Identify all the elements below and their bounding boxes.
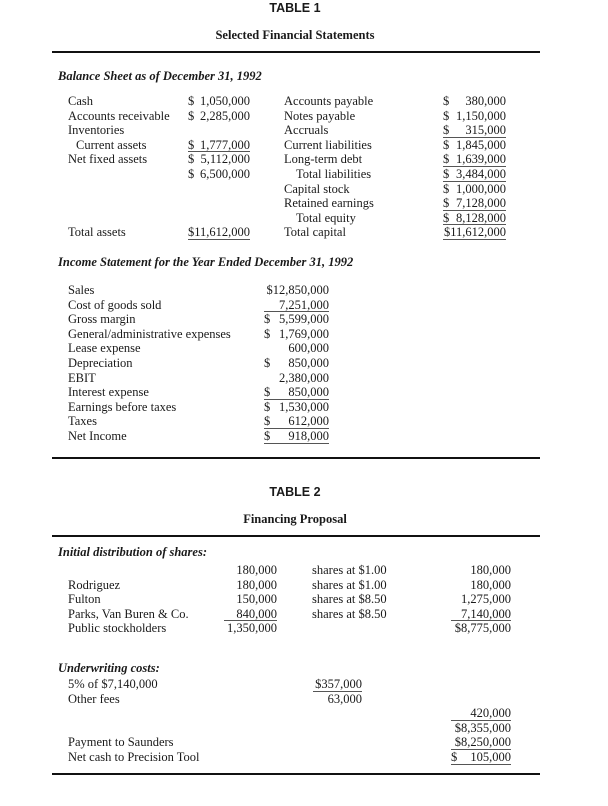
divider — [52, 51, 540, 53]
table-row — [0, 706, 608, 721]
table-row — [0, 312, 608, 327]
amount-value: 150,000 — [236, 592, 277, 607]
divider — [52, 457, 540, 459]
amount — [224, 621, 277, 635]
amount-value: 7,128,000 — [456, 196, 506, 211]
table-row — [0, 677, 608, 692]
table-row — [0, 429, 608, 444]
amount-value: 315,000 — [465, 123, 506, 138]
currency-symbol: $ — [188, 94, 195, 108]
row-label: Parks, Van Buren & Co. — [68, 606, 189, 621]
underwriting — [0, 677, 608, 765]
amount — [443, 109, 506, 123]
table-row — [0, 385, 608, 400]
amount — [264, 400, 329, 414]
table-row — [0, 400, 608, 415]
table-row — [0, 94, 608, 109]
currency-symbol: $ — [443, 152, 450, 167]
amount — [443, 167, 506, 182]
row-label: Public stockholders — [68, 621, 167, 636]
amount-value: 420,000 — [470, 706, 511, 721]
amount-value: 1,000,000 — [456, 181, 506, 196]
table-row — [0, 211, 608, 226]
amount — [264, 356, 329, 370]
row-label: Interest expense — [68, 385, 149, 400]
currency-symbol: $ — [188, 108, 195, 123]
row-label: Total assets — [68, 225, 126, 240]
row-label: Payment to Saunders — [68, 735, 174, 750]
amount-value: 840,000 — [236, 606, 277, 621]
amount — [451, 592, 511, 606]
row-label: Gross margin — [68, 312, 136, 327]
amount-value: 180,000 — [470, 563, 511, 577]
amount — [264, 371, 329, 385]
amount — [188, 94, 250, 108]
amount — [451, 578, 511, 592]
amount-value: 3,484,000 — [456, 166, 506, 181]
table-row — [0, 735, 608, 750]
row-label: Notes payable — [284, 108, 356, 123]
currency-symbol: $ — [264, 385, 271, 400]
amount-value: 1,845,000 — [456, 137, 506, 152]
row-label: General/administrative expenses — [68, 326, 231, 341]
table-row — [0, 607, 608, 622]
currency-symbol: $ — [264, 428, 271, 443]
amount — [451, 607, 511, 622]
amount — [443, 94, 506, 108]
row-label: Accounts payable — [284, 94, 374, 108]
amount — [264, 414, 329, 429]
table1-label: TABLE 1 — [269, 1, 321, 15]
row-label: Lease expense — [68, 341, 141, 356]
row-label: Capital stock — [284, 181, 350, 196]
row-label: Sales — [68, 283, 95, 297]
divider — [52, 773, 540, 775]
currency-symbol: $ — [188, 166, 195, 181]
table-row — [0, 327, 608, 342]
table-row — [0, 356, 608, 371]
amount — [313, 692, 362, 706]
amount-value: 8,128,000 — [456, 210, 506, 225]
amount-value: 180,000 — [236, 563, 277, 577]
amount-value: 1,350,000 — [227, 621, 277, 636]
table-row — [0, 414, 608, 429]
table-row — [0, 750, 608, 765]
amount — [188, 138, 250, 153]
table-row — [0, 692, 608, 707]
table-row — [0, 298, 608, 313]
row-label: Taxes — [68, 414, 97, 429]
amount — [451, 706, 511, 721]
table1-subtitle: Selected Financial Statements — [215, 28, 375, 42]
amount — [443, 123, 506, 138]
currency-symbol: $ — [264, 399, 271, 414]
row-label: Current assets — [76, 137, 147, 152]
currency-symbol: $ — [443, 108, 450, 123]
amount-value: 105,000 — [470, 749, 511, 764]
table-row — [0, 167, 608, 182]
row-label: Retained earnings — [284, 196, 374, 211]
amount-value: 1,777,000 — [200, 137, 250, 152]
row-label: Accruals — [284, 123, 329, 138]
row-label: Depreciation — [68, 355, 133, 370]
row-label: shares at $8.50 — [312, 592, 387, 607]
amount-value: 1,275,000 — [461, 592, 511, 607]
currency-symbol: $ — [443, 210, 450, 225]
row-label: Other fees — [68, 691, 120, 706]
currency-symbol: $ — [443, 181, 450, 196]
amount — [451, 750, 511, 765]
row-label: Earnings before taxes — [68, 399, 177, 414]
table-row — [0, 225, 608, 240]
amount — [188, 152, 250, 166]
table-row — [0, 182, 608, 197]
row-label: shares at $8.50 — [312, 606, 387, 621]
amount — [224, 592, 277, 606]
amount-value: 380,000 — [465, 94, 506, 108]
table-row — [0, 109, 608, 124]
amount — [264, 298, 329, 313]
income-statement — [0, 283, 608, 444]
amount — [443, 211, 506, 226]
amount — [451, 721, 511, 735]
table2-subtitle: Financing Proposal — [243, 512, 347, 526]
balance-sheet — [0, 94, 608, 240]
row-label: shares at $1.00 — [312, 577, 387, 592]
amount-value: $11,612,000 — [187, 225, 250, 240]
currency-symbol: $ — [443, 166, 450, 181]
row-label: Cost of goods sold — [68, 297, 162, 312]
row-label: shares at $1.00 — [312, 563, 387, 577]
amount — [451, 621, 511, 635]
table-row — [0, 721, 608, 736]
amount-value: 180,000 — [470, 577, 511, 592]
amount-value: $8,775,000 — [454, 621, 511, 636]
row-label: Total capital — [284, 225, 346, 240]
amount — [264, 312, 329, 326]
amount-value: 850,000 — [288, 385, 329, 400]
amount — [451, 563, 511, 577]
currency-symbol: $ — [264, 312, 271, 327]
amount-value: 180,000 — [236, 577, 277, 592]
amount-value: 63,000 — [327, 691, 362, 706]
amount-value: 2,380,000 — [279, 370, 329, 385]
income-statement-title: Income Statement for the Year Ended December 31, 1992 — [58, 255, 354, 269]
table-row — [0, 578, 608, 593]
amount — [264, 283, 329, 297]
table-row — [0, 563, 608, 578]
table2-label: TABLE 2 — [269, 485, 321, 499]
amount — [224, 563, 277, 577]
amount-value: 5,112,000 — [200, 152, 250, 167]
amount-value: 612,000 — [288, 414, 329, 429]
amount-value: 918,000 — [288, 428, 329, 443]
row-label: Rodriguez — [68, 577, 121, 592]
amount-value: 600,000 — [288, 341, 329, 356]
initial-distribution — [0, 563, 608, 636]
amount-value: 7,251,000 — [279, 297, 329, 312]
amount-value: $8,250,000 — [454, 735, 511, 750]
balance-sheet-title: Balance Sheet as of December 31, 1992 — [58, 69, 262, 83]
row-label: 5% of $7,140,000 — [68, 677, 158, 691]
table-row — [0, 341, 608, 356]
amount — [264, 341, 329, 355]
amount-value: $357,000 — [315, 677, 362, 691]
amount-value: 1,050,000 — [200, 94, 250, 108]
amount — [451, 735, 511, 750]
row-label: Fulton — [68, 592, 101, 607]
amount-value: 6,500,000 — [200, 166, 250, 181]
table-row — [0, 621, 608, 636]
amount — [443, 225, 506, 240]
row-label: Accounts receivable — [68, 108, 170, 123]
amount — [224, 607, 277, 622]
row-label: Current liabilities — [284, 137, 372, 152]
amount — [224, 578, 277, 592]
amount — [443, 196, 506, 211]
row-label: Net Income — [68, 428, 127, 443]
row-label: Net cash to Precision Tool — [68, 749, 200, 764]
amount — [188, 225, 250, 240]
amount-value: 1,530,000 — [279, 399, 329, 414]
currency-symbol: $ — [264, 355, 271, 370]
row-label: Total equity — [296, 210, 356, 225]
currency-symbol: $ — [443, 94, 450, 108]
amount — [443, 138, 506, 152]
amount-value: $8,355,000 — [454, 720, 511, 735]
row-label: EBIT — [68, 370, 96, 385]
amount — [443, 182, 506, 196]
amount — [264, 327, 329, 341]
amount-value: 1,769,000 — [279, 326, 329, 341]
amount-value: 1,150,000 — [456, 108, 506, 123]
currency-symbol: $ — [443, 196, 450, 211]
currency-symbol: $ — [188, 152, 195, 167]
table-row — [0, 123, 608, 138]
amount — [188, 109, 250, 123]
amount-value: $12,850,000 — [266, 283, 329, 297]
amount — [188, 167, 250, 181]
amount-value: $11,612,000 — [443, 225, 506, 240]
initial-distribution-title: Initial distribution of shares: — [58, 545, 207, 559]
table-row — [0, 138, 608, 153]
amount-value: 2,285,000 — [200, 108, 250, 123]
table-row — [0, 196, 608, 211]
currency-symbol: $ — [443, 137, 450, 152]
currency-symbol: $ — [264, 414, 271, 429]
table-row — [0, 371, 608, 386]
row-label: Net fixed assets — [68, 152, 148, 167]
amount — [443, 152, 506, 167]
currency-symbol: $ — [443, 123, 450, 138]
currency-symbol: $ — [451, 749, 458, 764]
row-label: Inventories — [68, 123, 125, 138]
amount — [313, 677, 362, 692]
table-row — [0, 592, 608, 607]
row-label: Long-term debt — [284, 152, 363, 167]
table-row — [0, 152, 608, 167]
divider — [52, 535, 540, 537]
currency-symbol: $ — [264, 326, 271, 341]
amount-value: 850,000 — [288, 355, 329, 370]
row-label: Cash — [68, 94, 93, 108]
amount-value: 7,140,000 — [461, 606, 511, 621]
currency-symbol: $ — [188, 137, 195, 152]
table-row — [0, 283, 608, 298]
underwriting-title: Underwriting costs: — [58, 661, 160, 675]
amount — [264, 429, 329, 444]
amount — [264, 385, 329, 400]
row-label: Total liabilities — [296, 166, 372, 181]
amount-value: 1,639,000 — [456, 152, 506, 167]
amount-value: 5,599,000 — [279, 312, 329, 327]
